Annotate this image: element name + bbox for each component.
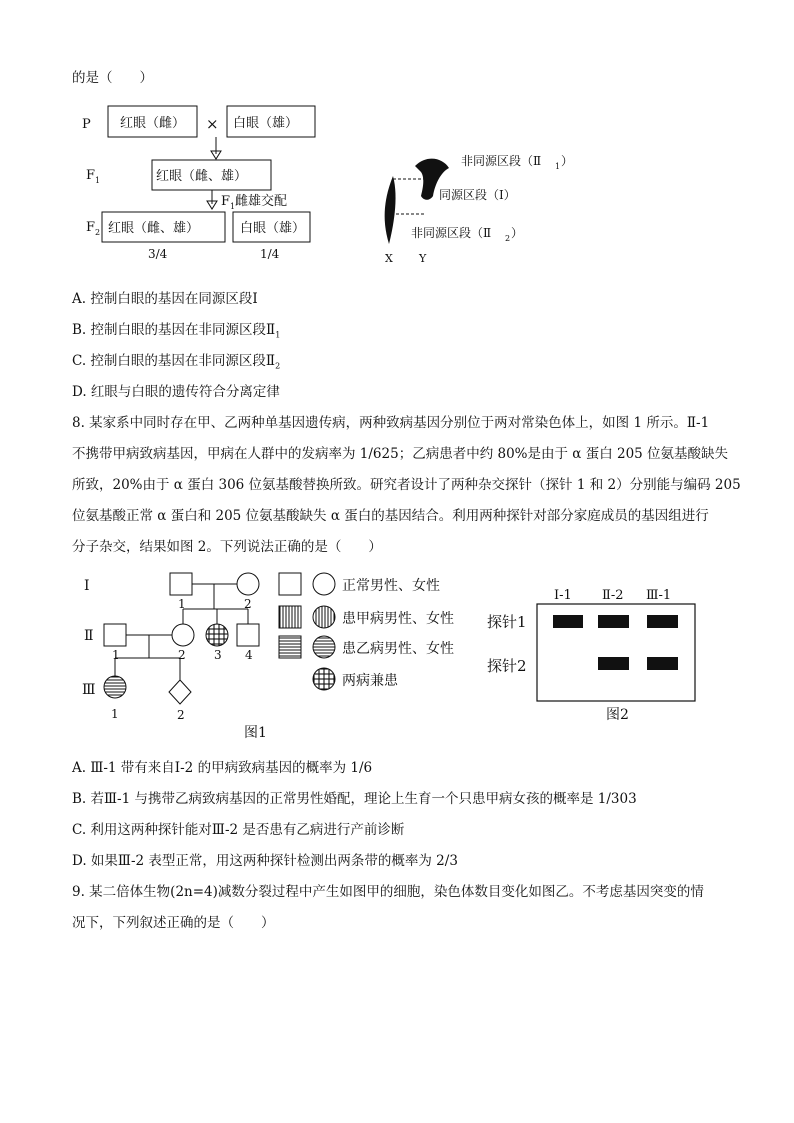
band-probe2-iii1 [647, 657, 678, 670]
legend-jia-label: 患甲病男性、女性 [342, 611, 454, 627]
xy-chromosome-diagram [375, 148, 575, 266]
nonhomologous-ii2-sub: 2 [505, 234, 511, 243]
f2b-ratio: 1/4 [260, 247, 280, 261]
legend-jia-male-icon [279, 606, 301, 628]
hybridization-figure-2 [485, 578, 705, 728]
band-probe2-ii2 [598, 657, 629, 670]
q7-option-d: D. 红眼与白眼的遗传符合分离定律 [72, 384, 280, 400]
probe-2-label: 探针2 [487, 657, 527, 675]
p2-phenotype: 白眼（雄） [233, 116, 299, 131]
f2-label: F [86, 220, 96, 235]
iii2-unknown-sex [169, 680, 191, 704]
f2-label-sub: 2 [95, 228, 101, 237]
nonhomologous-ii1-sub: 1 [555, 162, 561, 171]
homologous-label: 同源区段（Ⅰ） [439, 188, 516, 202]
i2-number: 2 [244, 597, 252, 611]
legend-normal-label: 正常男性、女性 [342, 578, 440, 594]
q7-option-a: A. 控制白眼的基因在同源区段Ⅰ [72, 291, 258, 307]
q8-option-a: A. Ⅲ-1 带有来自Ⅰ-2 的甲病致病基因的概率为 1/6 [72, 760, 373, 776]
f1-label-sub: 1 [95, 176, 101, 185]
f2a-ratio: 3/4 [148, 247, 168, 261]
generation-ii-label: Ⅱ [84, 628, 94, 644]
ii4-number: 4 [245, 648, 253, 662]
band-probe1-i1 [553, 615, 583, 628]
q8-stem-line-3: 所致，20%由于 α 蛋白 306 位氨基酸替换所致。研究者设计了两种杂交探针（探针 1 和 2）分别能与编码 205 [72, 477, 741, 493]
col-i1-label: Ⅰ-1 [554, 588, 572, 603]
pedigree-figure-1 [72, 562, 492, 748]
question-intro: 的是（ ） [72, 70, 153, 86]
q7-option-c: C. 控制白眼的基因在非同源区段$Ⅱ_2$ [72, 353, 281, 371]
q8-stem-line-4: 位氨基酸正常 α 蛋白和 205 位氨基酸缺失 α 蛋白的基因结合。利用两种探针对部分家庭成员的基因组进行 [72, 508, 709, 524]
y-label: Y [419, 252, 427, 265]
q7-option-b: B. 控制白眼的基因在非同源区段$Ⅱ_1$ [72, 322, 281, 340]
ii2-number: 2 [178, 648, 186, 662]
figure-2-caption: 图2 [606, 707, 629, 723]
f1-mating-text: 雌雄交配 [235, 194, 288, 209]
nonhomologous-ii1-label: 非同源区段（Ⅱ [461, 154, 542, 168]
x-chromosome [385, 176, 396, 244]
generation-iii-label: Ⅲ [82, 682, 96, 698]
band-probe1-ii2 [598, 615, 629, 628]
p1-phenotype: 红眼（雌） [120, 116, 186, 131]
q9-stem-line-1: 9. 某二倍体生物(2n=4)减数分裂过程中产生如图甲的细胞，染色体数目变化如图乙。不考虑基因突变的情 [72, 884, 704, 900]
p-generation-label: P [82, 117, 91, 132]
f2a-phenotype: 红眼（雌、雄） [108, 221, 200, 236]
legend-yi-female-icon [313, 636, 335, 658]
legend-both-icon [313, 668, 335, 690]
iii1-disease-yi-female [104, 676, 126, 698]
q8-stem-line-2: 不携带甲病致病基因，甲病在人群中的发病率为 1/625；乙病患者中约 80%是由于 α 蛋白 205 位氨基酸缺失 [72, 446, 729, 462]
generation-i-label: Ⅰ [84, 578, 90, 594]
band-probe1-iii1 [647, 615, 678, 628]
ii1-normal-male [104, 624, 126, 646]
legend-jia-female-icon [313, 606, 335, 628]
q8-stem-line-1: 8. 某家系中同时存在甲、乙两种单基因遗传病，两种致病基因分别位于两对常染色体上，如图 1 所示。Ⅱ-1 [72, 415, 710, 431]
legend-yi-label: 患乙病男性、女性 [342, 641, 454, 657]
figure-1-caption: 图1 [244, 725, 267, 741]
q9-stem-line-2: 况下，下列叙述正确的是（ ） [72, 915, 275, 931]
i1-normal-male [170, 573, 192, 595]
legend-normal-male-icon [279, 573, 301, 595]
ii2-normal-female [172, 624, 194, 646]
iii2-number: 2 [177, 708, 185, 722]
i1-number: 1 [178, 597, 186, 611]
cross-symbol: × [206, 115, 219, 133]
f2b-phenotype: 白眼（雄） [240, 221, 306, 236]
q8-option-d: D. 如果Ⅲ-2 表型正常，用这两种探针检测出两条带的概率为 2/3 [72, 853, 458, 869]
f1-phenotype: 红眼（雌、雄） [156, 169, 248, 184]
f1-label: F [86, 168, 96, 183]
q8-stem-line-5: 分子杂交，结果如图 2。下列说法正确的是（ ） [72, 539, 382, 555]
col-ii2-label: Ⅱ-2 [602, 588, 624, 603]
f1-mating-sub: 1 [230, 202, 236, 211]
ii3-number: 3 [214, 648, 222, 662]
ii4-normal-male [237, 624, 259, 646]
q8-option-b: B. 若Ⅲ-1 与携带乙病致病基因的正常男性婚配，理论上生育一个只患甲病女孩的概率是 1/303 [72, 791, 637, 807]
legend-both-label: 两病兼患 [342, 673, 398, 689]
x-label: X [385, 252, 393, 265]
ii3-both-diseases-female [206, 624, 228, 646]
legend-yi-male-icon [279, 636, 301, 658]
col-iii1-label: Ⅲ-1 [646, 588, 672, 603]
legend-normal-female-icon [313, 573, 335, 595]
cross-diagram [70, 98, 370, 263]
ii1-number: 1 [112, 648, 120, 662]
probe-1-label: 探针1 [487, 613, 527, 631]
i2-normal-female [237, 573, 259, 595]
nonhomologous-ii2-label: 非同源区段（Ⅱ [411, 226, 492, 240]
nonhomologous-ii1-close: ） [561, 154, 574, 168]
nonhomologous-ii2-close: ） [511, 226, 524, 240]
q8-option-c: C. 利用这两种探针能对Ⅲ-2 是否患有乙病进行产前诊断 [72, 822, 405, 838]
f1-mating-f: F [221, 194, 231, 209]
iii1-number: 1 [111, 707, 119, 721]
